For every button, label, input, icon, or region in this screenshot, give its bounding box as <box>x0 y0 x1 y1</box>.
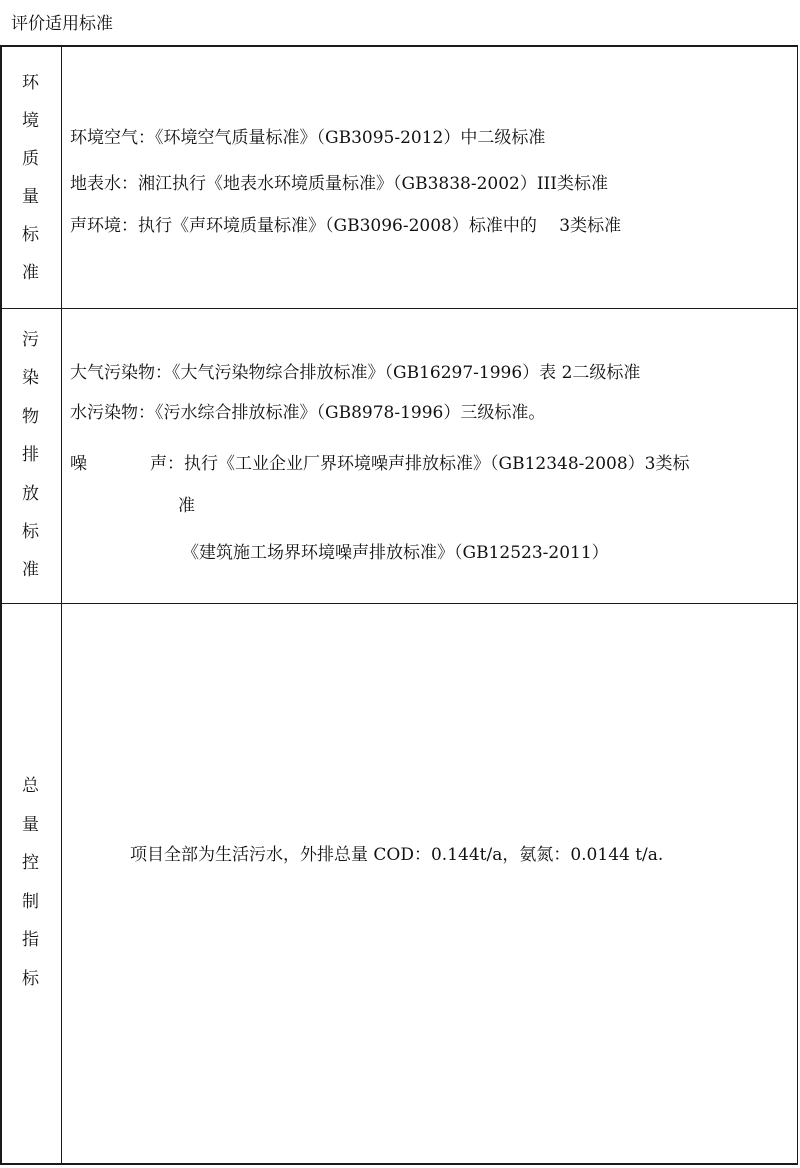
label-char: 准 <box>22 263 39 283</box>
air-quality-standard: 环境空气：《环境空气质量标准》（GB3095-2012）中二级标准 <box>70 128 546 148</box>
label-char: 制 <box>22 891 39 912</box>
label-char: 总 <box>22 776 39 796</box>
label-char: 物 <box>22 406 39 427</box>
label-char: 境 <box>22 111 39 131</box>
label-char: 量 <box>22 814 39 835</box>
noise-standard-continuation: 准 <box>178 496 195 516</box>
label-char: 环 <box>22 73 39 93</box>
acoustic-environment-standard: 声环境：执行《声环境质量标准》（GB3096-2008）标准中的 3类标准 <box>70 216 622 236</box>
label-char: 排 <box>22 445 39 466</box>
label-char: 量 <box>22 187 39 207</box>
label-char: 标 <box>22 968 39 989</box>
water-pollutant-standard: 水污染物：《污水综合排放标准》（GB8978-1996）三级标准。 <box>70 403 546 423</box>
label-char: 指 <box>22 930 39 951</box>
construction-noise-standard: 《建筑施工场界环境噪声排放标准》（GB12523-2011） <box>182 543 609 563</box>
surface-water-standard: 地表水：湘江执行《地表水环境质量标准》（GB3838-2002）III类标准 <box>70 174 608 194</box>
pollutant-emission-label <box>0 321 61 590</box>
label-char: 标 <box>22 225 39 245</box>
total-control-indicator: 项目全部为生活污水，外排总量 COD：0.144t/a，氨氮：0.0144 t/a. <box>130 845 664 865</box>
row-divider <box>0 603 798 604</box>
column-divider <box>61 45 62 1165</box>
row-divider <box>0 308 798 309</box>
standards-table <box>0 45 798 1165</box>
label-char: 准 <box>22 560 39 581</box>
section-heading: 评价适用标准 <box>11 14 113 34</box>
air-pollutant-standard: 大气污染物：《大气污染物综合排放标准》（GB16297-1996）表 2二级标准 <box>70 363 641 383</box>
label-char: 污 <box>22 330 39 350</box>
label-char: 染 <box>22 368 39 389</box>
noise-label: 噪 <box>70 454 87 474</box>
label-char: 标 <box>22 521 39 542</box>
label-char: 放 <box>22 483 39 504</box>
total-control-label <box>0 767 61 999</box>
environment-quality-label <box>0 64 61 292</box>
label-char: 控 <box>22 853 39 874</box>
label-char: 质 <box>22 149 39 169</box>
noise-standard: 声：执行《工业企业厂界环境噪声排放标准》（GB12348-2008）3类标 <box>150 454 690 474</box>
